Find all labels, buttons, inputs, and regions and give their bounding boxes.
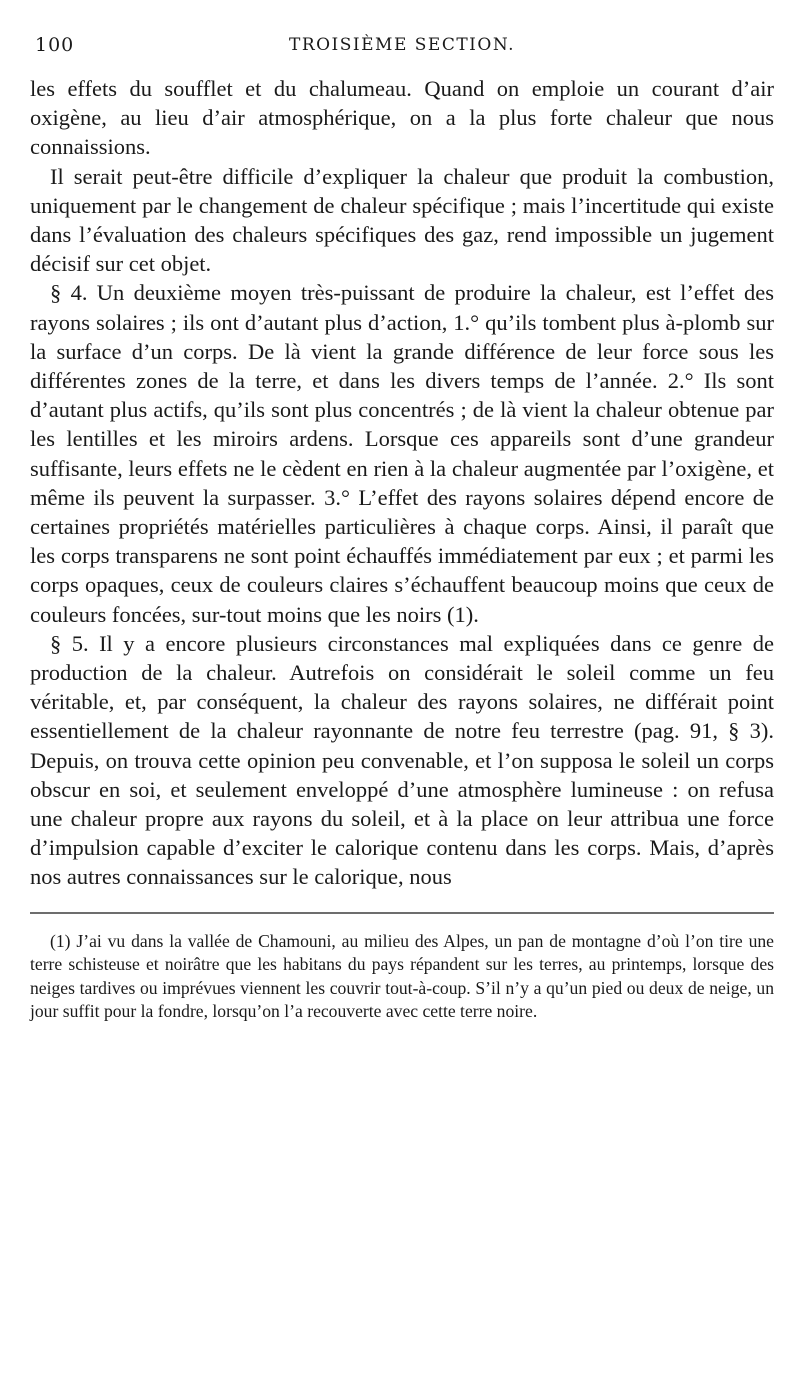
paragraph-section-5: § 5. Il y a encore plusieurs circonstances mal expliquées dans ce genre de production de la chaleur. Autrefois on considérait le soleil comme un feu véritable, et, par conséquent, la chaleur des rayons solaires, ne différait point essentiellement de la chaleur rayonnante de notre feu terrestre (pag. 91, § 3). Depuis, on trouva cette opinion peu convenable, et l’on supposa le soleil un corps obscur en soi, et seulement enveloppé d’une atmosphère lumineuse : on refusa une chaleur propre aux rayons du soleil, et à la place on leur attribua une force d’impulsion capable d’exciter le calorique contenu dans les corps. Mais, d’après nos autres connaissances sur le calorique, nous xyxy=(30,630,774,890)
body-text xyxy=(30,74,774,892)
page-header xyxy=(30,30,774,70)
running-head: TROISIÈME SECTION. xyxy=(288,35,516,55)
paragraph-specific-heat: Il serait peut-être difficile d’expliquer la chaleur que produit la combustion, uniquement par le changement de chaleur spécifique ; mais l’incertitude qui existe dans l’évaluation des chaleurs spécifiques des gaz, rend impossible un jugement décisif sur cet objet. xyxy=(30,163,774,277)
footnote: (1) J’ai vu dans la vallée de Chamouni, au milieu des Alpes, un pan de montagne d’où l’on tire une terre schisteuse et noirâtre que les habitans du pays répandent sur les terres, au printemps, lorsque des neiges tardives ou imprévues viennent les couvrir tout-à-coup. S’il n’y a qu’un pied ou deux de neige, un jour suffit pour la fondre, lorsqu’on l’a recouverte avec cette terre noire. xyxy=(30,930,774,1022)
page-number: 100 xyxy=(35,34,75,56)
paragraph-section-4: § 4. Un deuxième moyen très-puissant de produire la chaleur, est l’effet des rayons solaires ; ils ont d’autant plus d’action, 1.° qu’ils tombent plus à-plomb sur la surface d’un corps. De là vient la grande différence de leur force sous les différentes zones de la terre, et dans les divers temps de l’année. 2.° Ils sont d’autant plus actifs, qu’ils sont plus concentrés ; de là vient la chaleur obtenue par les lentilles et les miroirs ardens. Lorsque ces appareils sont d’une grandeur suffisante, leurs effets ne le cèdent en rien à la chaleur augmentée par l’oxigène, et même ils peuvent la surpasser. 3.° L’effet des rayons solaires dépend encore de certaines propriétés matérielles particulières à chaque corps. Ainsi, il paraît que les corps transparens ne sont point échauffés immédiatement par eux ; et parmi les corps opaques, ceux de couleurs claires s’échauffent beaucoup moins que ceux de couleurs foncées, sur-tout moins que les noirs (1). xyxy=(30,280,774,627)
footnote-divider xyxy=(30,912,774,914)
paragraph-continuation: les effets du soufflet et du chalumeau. Quand on emploie un courant d’air oxigène, au lieu d’air atmosphérique, on a la plus forte chaleur que nous connaissions. xyxy=(30,76,774,160)
